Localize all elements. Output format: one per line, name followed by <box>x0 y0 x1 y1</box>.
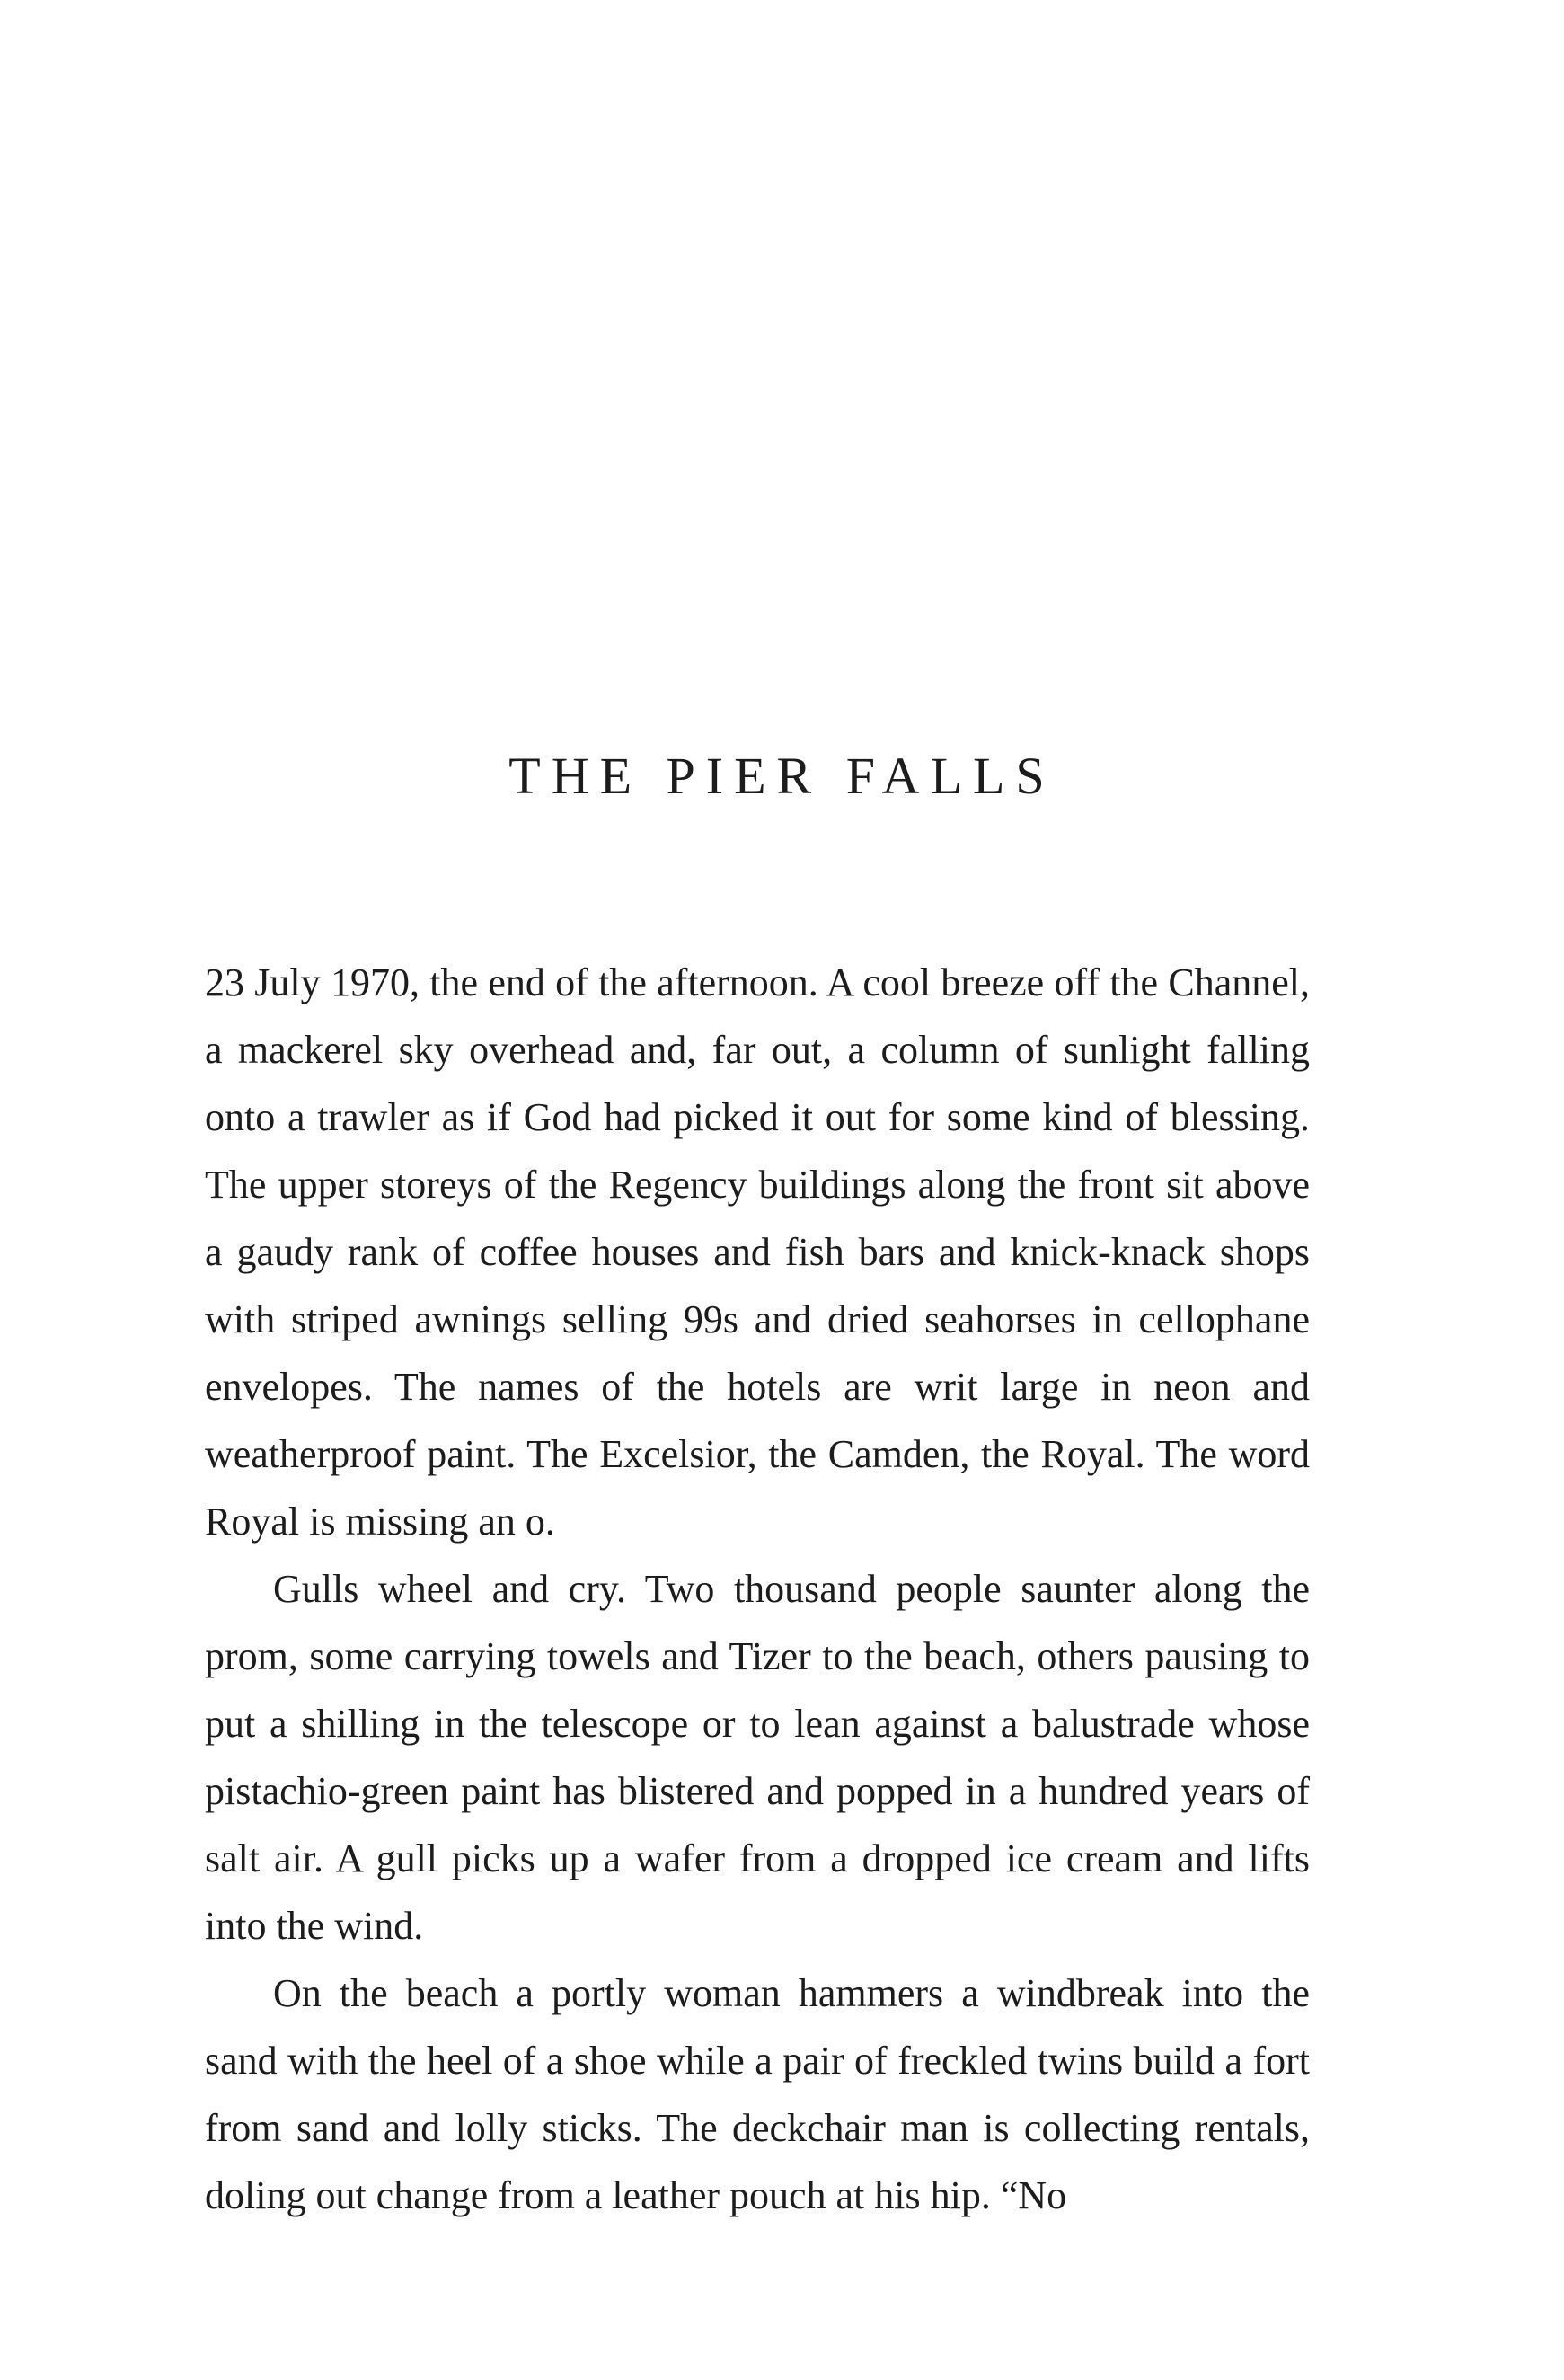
paragraph-1: 23 July 1970, the end of the afternoon. A cool breeze off the Channel, a mackerel sky overhead and, far out, a column of sunlight falling onto a trawler as if God had picked it out for some kind of blessing. The upper storeys of the Regency buildings along the front sit above a gaudy rank of coffee houses and fish bars and knick-knack shops with striped awnings selling 99s and dried seahorses in cellophane envelopes. The names of the hotels are writ large in neon and weatherproof paint. The Excelsior, the Camden, the Royal. The word Royal is missing an o. <box>205 960 1310 1544</box>
paragraph-3: On the beach a portly woman hammers a windbreak into the sand with the heel of a shoe while a pair of freckled twins build a fort from sand and lolly sticks. The deckchair man is collecting rentals, doling out change from a leather pouch at his hip. “No <box>205 1971 1310 2217</box>
chapter-title: THE PIER FALLS <box>508 747 1056 805</box>
chapter-body <box>205 949 1310 2229</box>
paragraph-2: Gulls wheel and cry. Two thousand people saunter along the prom, some carrying towels and Tizer to the beach, others pausing to put a shilling in the telescope or to lean against a balustrade whose pistachio-green paint has blistered and popped in a hundred years of salt air. A gull picks up a wafer from a dropped ice cream and lifts into the wind. <box>205 1567 1310 1948</box>
